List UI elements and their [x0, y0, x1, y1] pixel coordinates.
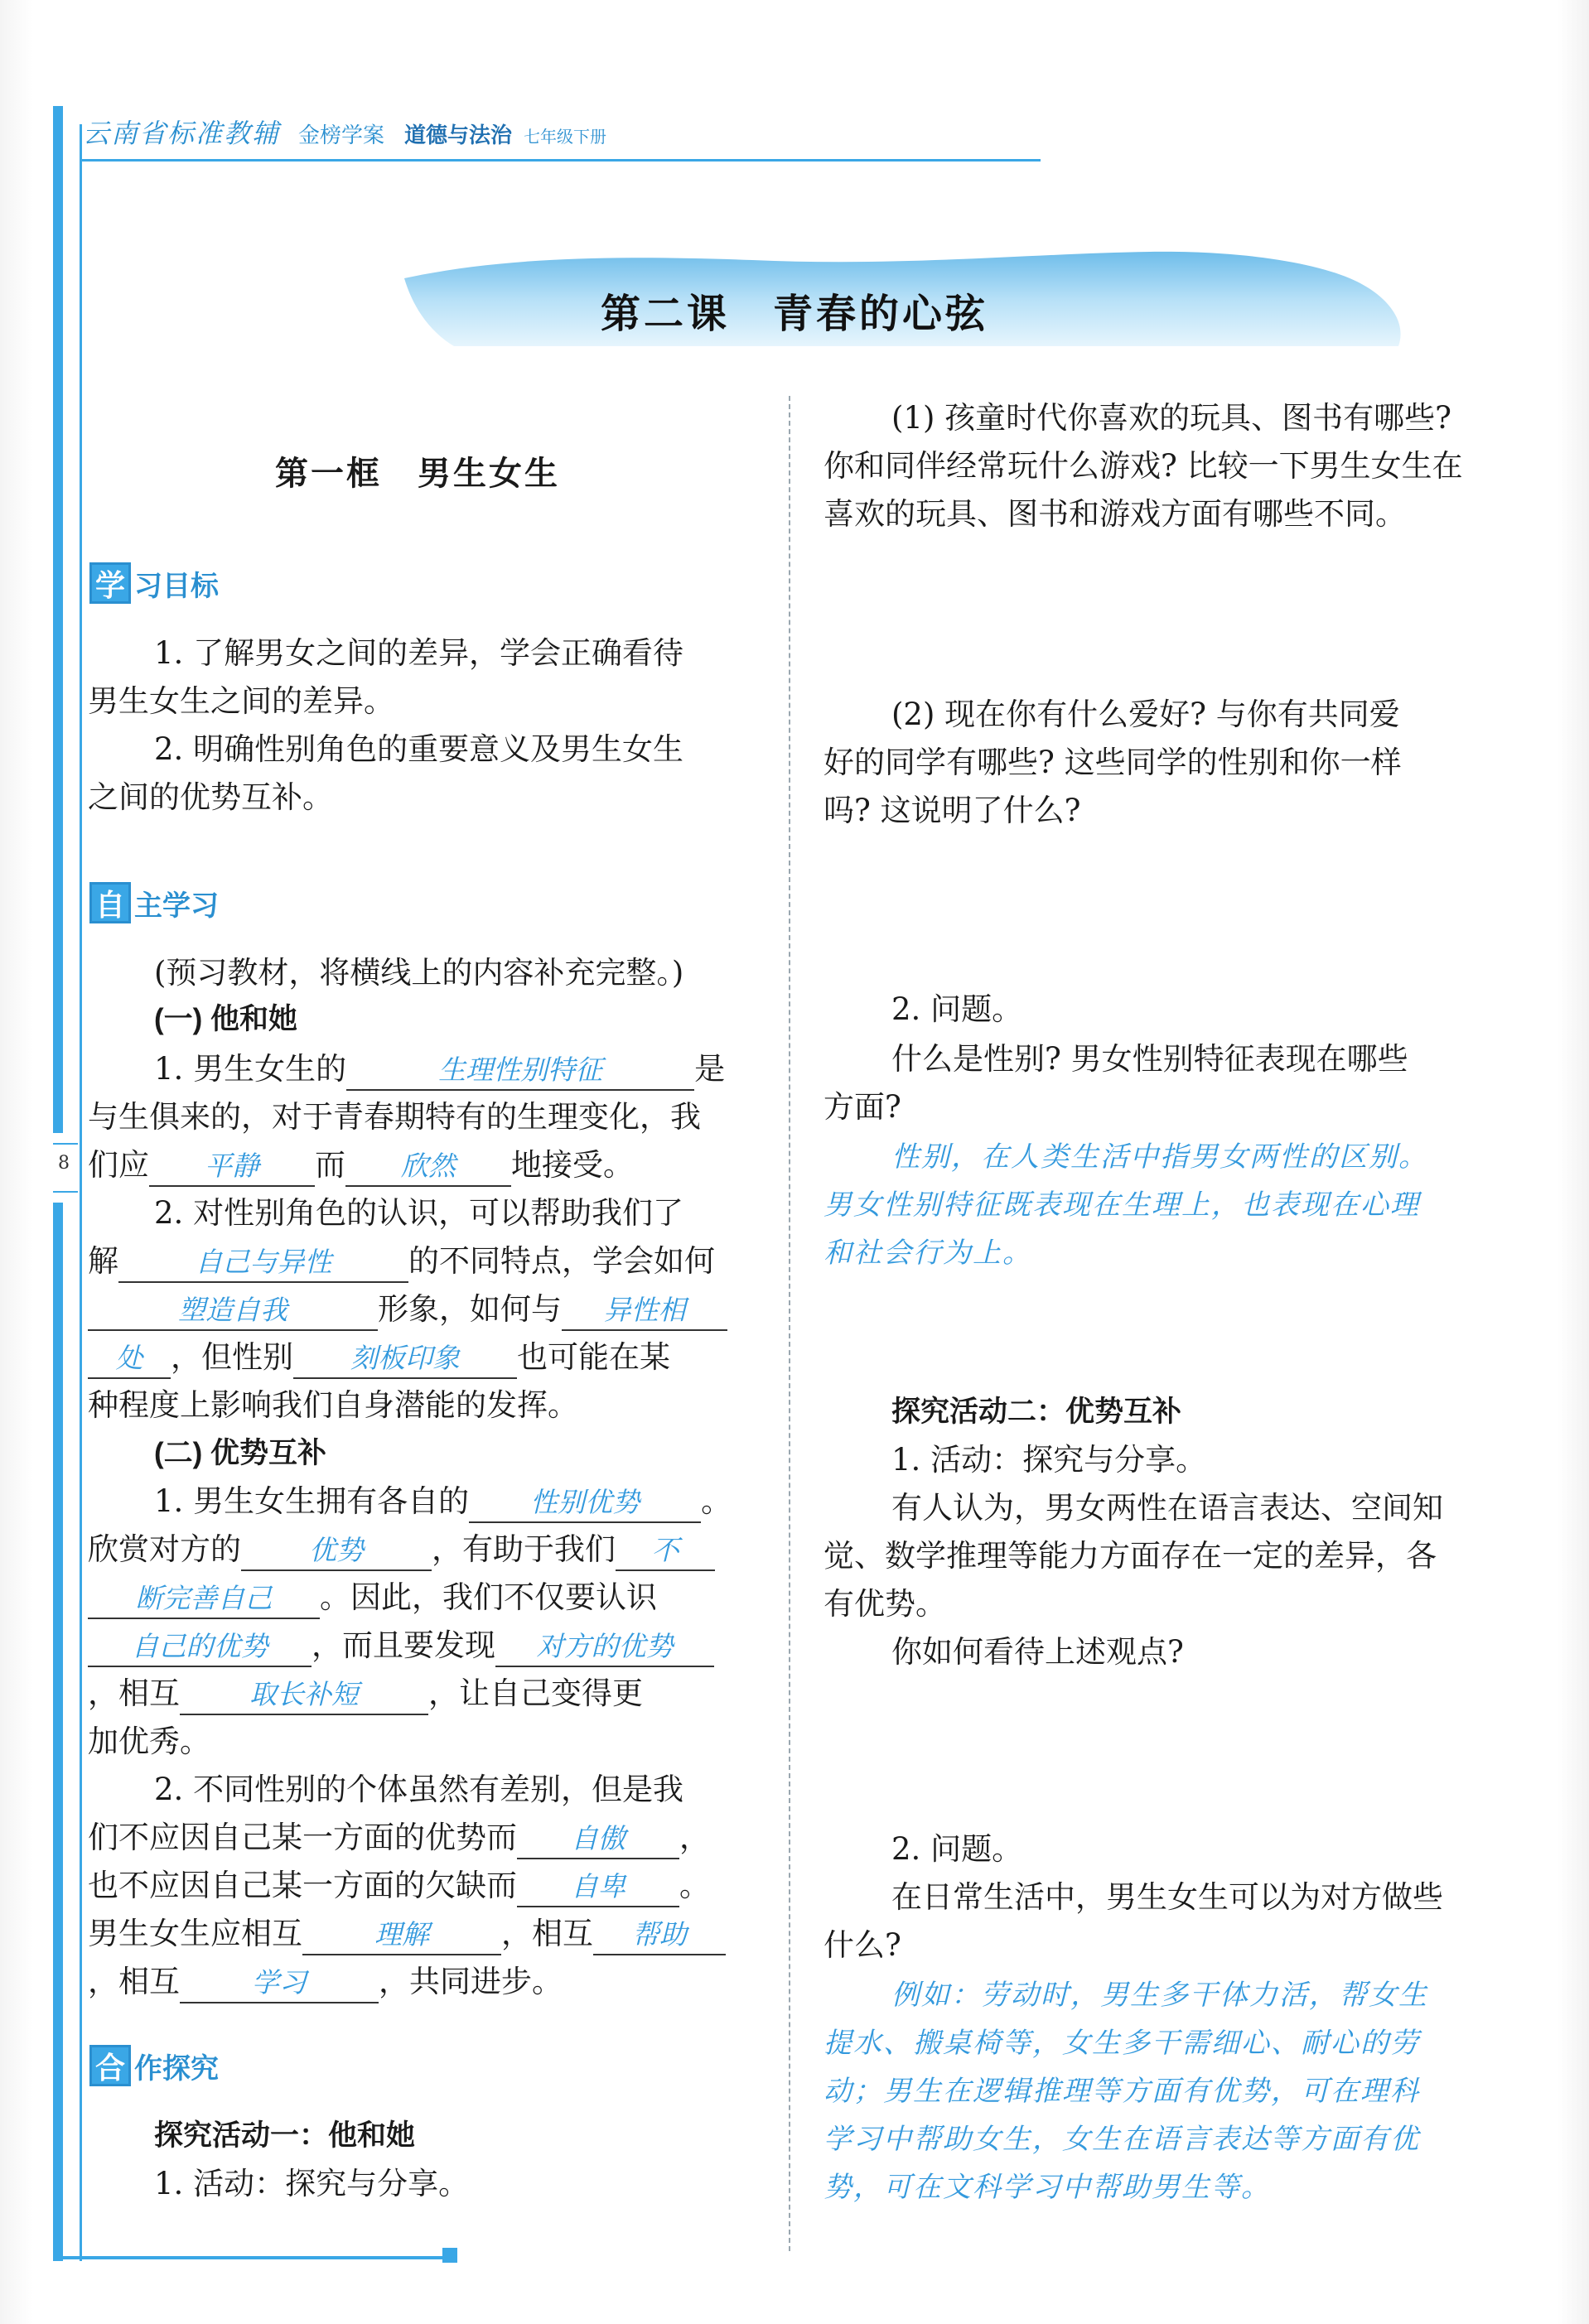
goal-line-4: 之间的优势互补。 [88, 779, 333, 815]
text: 1. 男生女生的 [154, 1051, 347, 1087]
answer-blank: 平静 [149, 1147, 315, 1187]
p2-line-5: 种程度上影响我们自身潜能的发挥。 [88, 1387, 578, 1423]
section-box-goals: 学 [89, 562, 131, 604]
text: 1. 男生女生拥有各自的 [154, 1483, 470, 1519]
p3-line-2 [88, 1526, 715, 1574]
text: 。 [701, 1483, 732, 1519]
text: ，但性别 [171, 1339, 293, 1375]
text: ，让自己变得更 [428, 1675, 643, 1711]
q3-answer-line-2: 男女性别特征既表现在生理上，也表现在心理 [823, 1189, 1420, 1222]
text: ，相互 [88, 1964, 180, 1999]
answer-blank: 刻板印象 [293, 1339, 517, 1379]
text: 欣赏对方的 [88, 1531, 241, 1567]
q1-line-1: (1) 孩童时代你喜欢的玩具、图书有哪些? [891, 400, 1452, 436]
answer-blank: 不 [616, 1531, 715, 1571]
text: 而 [315, 1147, 345, 1183]
answer-blank: 对方的优势 [495, 1627, 714, 1667]
goal-line-3: 2. 明确性别角色的重要意义及男生女生 [154, 731, 684, 767]
text: ，共同进步。 [379, 1964, 563, 1999]
text: 的不同特点，学会如何 [408, 1243, 715, 1279]
answer-blank: 学习 [180, 1964, 379, 2003]
header-subject: 道德与法治 [404, 123, 513, 147]
q4-answer-line-5: 势，可在文科学习中帮助男生等。 [823, 2171, 1271, 2204]
frame-title: 第一框 男生女生 [275, 456, 560, 492]
header-grade: 七年级下册 [524, 128, 607, 147]
p2-line-3 [88, 1285, 727, 1333]
left-frame-bar-lower [53, 1203, 63, 2261]
q2-line-2: 好的同学有哪些? 这些同学的性别和你一样 [823, 745, 1402, 780]
q2-line-1: (2) 现在你有什么爱好? 与你有共同爱 [891, 697, 1400, 732]
page-number-rule-top [53, 1143, 78, 1145]
p3-line-4 [88, 1622, 714, 1670]
answer-blank: 欣然 [345, 1147, 511, 1187]
section-learning-goals [89, 560, 219, 606]
answer-blank: 处 [88, 1339, 171, 1379]
text: ，而且要发现 [312, 1627, 495, 1663]
text: 是 [694, 1051, 726, 1087]
answer-blank: 塑造自我 [88, 1291, 378, 1331]
running-header [83, 113, 606, 154]
q4-answer-line-4: 学习中帮助女生，女生在语言表达等方面有优 [823, 2123, 1420, 2156]
p3-line-3 [88, 1574, 657, 1622]
p4-line-1: 2. 不同性别的个体虽然有差别，但是我 [154, 1772, 684, 1807]
q4-line-1: 在日常生活中，男生女生可以为对方做些 [891, 1879, 1443, 1915]
text: 。 [679, 1868, 710, 1903]
activity-2-text-3: 有优势。 [823, 1586, 946, 1622]
answer-blank: 性别优势 [469, 1483, 701, 1523]
lesson-title: 第二课 青春的心弦 [600, 292, 988, 336]
answer-blank: 取长补短 [180, 1675, 428, 1715]
self-study-instruction: (预习教材，将横线上的内容补充完整。) [154, 955, 684, 991]
p2-line-2 [88, 1237, 715, 1285]
q4-answer-line-3: 动；男生在逻辑推理等方面有优势，可在理科 [823, 2075, 1420, 2108]
text: 解 [88, 1243, 118, 1279]
q2-line-3: 吗? 这说明了什么? [823, 793, 1081, 828]
goal-line-2: 男生女生之间的差异。 [88, 683, 394, 719]
text: ，有助于我们 [432, 1531, 616, 1567]
header-brand: 金榜学案 [298, 123, 385, 147]
text: 们不应因自己某一方面的优势而 [88, 1820, 517, 1855]
text: 们应 [88, 1147, 149, 1183]
activity-1-title: 探究活动一：他和她 [154, 2119, 416, 2152]
q1-line-2: 你和同伴经常玩什么游戏? 比较一下男生女生在 [823, 448, 1463, 484]
p4-line-5 [88, 1958, 563, 2006]
part-1-title: (一) 他和她 [154, 1003, 298, 1035]
q4-answer-line-1: 例如：劳动时，男生多干体力活，帮女生 [891, 1979, 1428, 2012]
text: ，相互 [88, 1675, 180, 1711]
left-frame-line [80, 124, 82, 2261]
text: 。因此，我们不仅要认识 [320, 1579, 657, 1615]
section-coop-inquiry [89, 2042, 219, 2089]
goal-line-1: 1. 了解男女之间的差异，学会正确看待 [154, 635, 684, 671]
p4-line-3 [88, 1862, 710, 1910]
bottom-frame-line [53, 2256, 449, 2259]
answer-blank: 优势 [241, 1531, 432, 1571]
text: 形象，如何与 [378, 1291, 562, 1327]
activity-2-text-1: 有人认为，男女两性在语言表达、空间知 [891, 1490, 1443, 1526]
section-box-self: 自 [89, 882, 131, 923]
q4-title: 2. 问题。 [891, 1831, 1023, 1867]
header-series: 云南省标准教辅 [83, 118, 281, 149]
p2-line-1: 2. 对性别角色的认识，可以帮助我们了 [154, 1195, 684, 1231]
header-rule [80, 159, 1041, 162]
q3-answer-line-3: 和社会行为上。 [823, 1237, 1032, 1270]
page-number: 8 [58, 1153, 70, 1174]
section-box-coop: 合 [89, 2045, 131, 2086]
column-divider [789, 396, 790, 2251]
p3-line-6: 加优秀。 [88, 1724, 210, 1759]
p1-line-1 [154, 1045, 725, 1093]
answer-blank: 自傲 [517, 1820, 679, 1859]
text: 地接受。 [511, 1147, 634, 1183]
p1-line-3 [88, 1141, 634, 1189]
text: ，相互 [501, 1916, 593, 1951]
activity-1-step: 1. 活动：探究与分享。 [154, 2166, 470, 2201]
bottom-frame-square [442, 2248, 457, 2263]
p3-line-5 [88, 1670, 643, 1718]
p1-line-2: 与生俱来的，对于青春期特有的生理变化，我 [88, 1099, 701, 1135]
q4-answer-line-2: 提水、搬桌椅等，女生多干需细心、耐心的劳 [823, 2027, 1420, 2060]
answer-blank: 帮助 [593, 1916, 726, 1955]
answer-blank: 异性相 [562, 1291, 727, 1331]
answer-blank: 自己的优势 [88, 1627, 312, 1667]
left-frame-bar [53, 106, 63, 1133]
p2-line-4 [88, 1333, 670, 1381]
text: 也可能在某 [517, 1339, 670, 1375]
section-self-study [89, 880, 219, 926]
text: ， [679, 1820, 710, 1855]
p3-line-1 [154, 1478, 732, 1526]
part-2-title: (二) 优势互补 [154, 1437, 327, 1469]
answer-blank: 理解 [302, 1916, 501, 1955]
q1-line-3: 喜欢的玩具、图书和游戏方面有哪些不同。 [823, 496, 1406, 532]
answer-blank: 自卑 [517, 1868, 679, 1907]
p4-line-4 [88, 1910, 726, 1958]
answer-blank: 断完善自己 [88, 1579, 320, 1619]
text: 也不应因自己某一方面的欠缺而 [88, 1868, 517, 1903]
section-label-coop: 作探究 [134, 2052, 219, 2085]
p4-line-2 [88, 1814, 710, 1862]
section-label-goals: 习目标 [134, 570, 219, 602]
q3-line-1: 什么是性别? 男女性别特征表现在哪些 [891, 1041, 1408, 1077]
q3-answer-line-1: 性别，在人类生活中指男女两性的区别。 [891, 1140, 1428, 1174]
activity-2-text-2: 觉、数学推理等能力方面存在一定的差异，各 [823, 1538, 1437, 1574]
activity-2-step: 1. 活动：探究与分享。 [891, 1442, 1207, 1478]
activity-2-title: 探究活动二：优势互补 [891, 1396, 1182, 1428]
text: 男生女生应相互 [88, 1916, 302, 1951]
q4-line-2: 什么? [823, 1927, 901, 1963]
q3-title: 2. 问题。 [891, 991, 1023, 1027]
section-label-self: 主学习 [134, 890, 219, 922]
page-number-rule-bottom [53, 1191, 78, 1193]
answer-blank: 生理性别特征 [346, 1051, 694, 1091]
activity-2-question: 你如何看待上述观点? [891, 1634, 1184, 1670]
answer-blank: 自己与异性 [118, 1243, 408, 1283]
q3-line-2: 方面? [823, 1089, 901, 1125]
